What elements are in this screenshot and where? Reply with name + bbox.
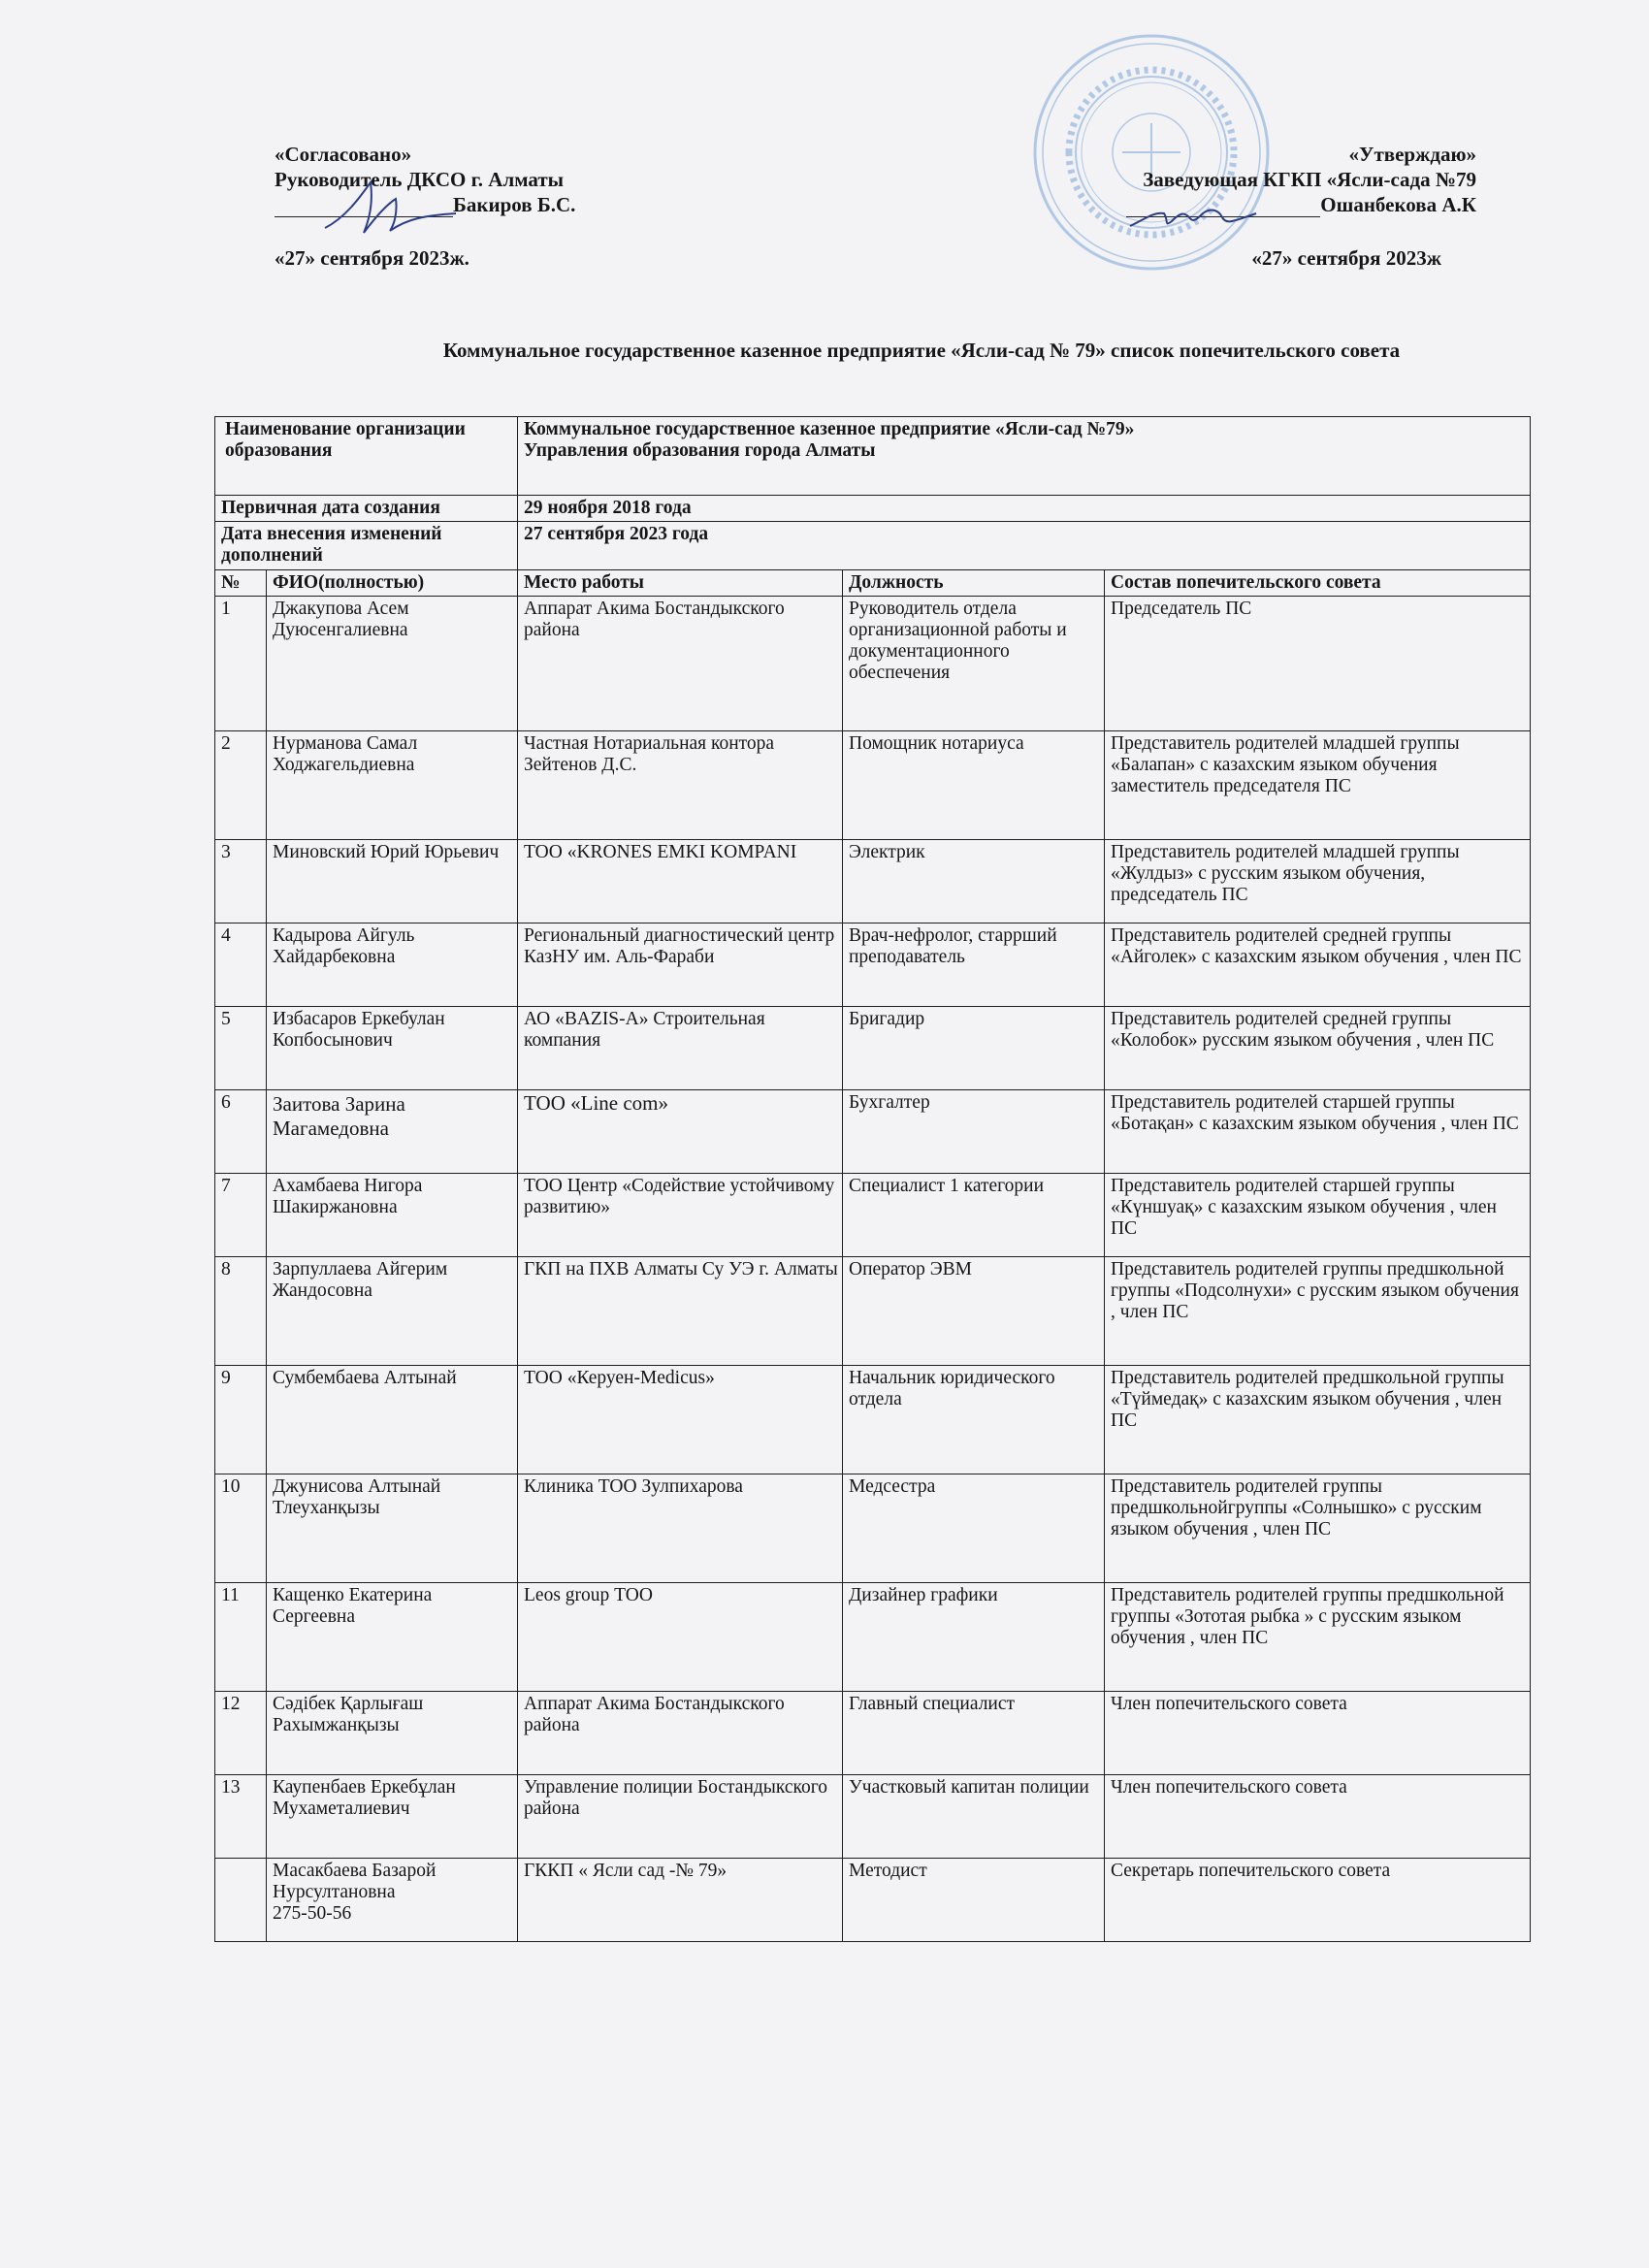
row-role: Представитель родителей старшей группы «Күншуақ» с казахским языком обучения , член ПС	[1105, 1174, 1531, 1257]
table-row	[215, 1775, 1531, 1859]
row-num: 7	[215, 1174, 267, 1257]
table-row	[215, 1007, 1531, 1090]
row-role: Представитель родителей средней группы «Айголек» с казахским языком обучения , член ПС	[1105, 923, 1531, 1007]
table-row	[215, 923, 1531, 1007]
row-num: 3	[215, 840, 267, 923]
org-name-value	[518, 417, 1531, 496]
row-work: Региональный диагностический центр КазНУ им. Аль-Фараби	[518, 923, 843, 1007]
row-position: Врач-нефролог, старрший преподаватель	[843, 923, 1105, 1007]
row-num: 8	[215, 1257, 267, 1366]
table-header	[215, 570, 1531, 597]
approval-left-name: Бакиров Б.С.	[453, 193, 576, 216]
row-work: Leos group ТОО	[518, 1583, 843, 1692]
row-role: Представитель родителей младшей группы «Жулдыз» с русским языком обучения, председатель ПС	[1105, 840, 1531, 923]
row-position: Начальник юридического отдела	[843, 1366, 1105, 1474]
row-name: Каупенбаев Еркебұлан Мухаметалиевич	[267, 1775, 518, 1859]
row-role: Представитель родителей группы предшкольной группы «Подсолнухи» с русским языком обучения , член ПС	[1105, 1257, 1531, 1366]
col-header-name: ФИО(полностью)	[267, 570, 518, 597]
row-role: Представитель родителей группы предшкольнойгруппы «Солнышко» с русским языком обучения , член ПС	[1105, 1474, 1531, 1583]
row-num	[215, 1859, 267, 1942]
row-role: Член попечительского совета	[1105, 1692, 1531, 1775]
approval-left	[275, 142, 575, 271]
col-header-position: Должность	[843, 570, 1105, 597]
row-name: Сумбембаева Алтынай	[267, 1366, 518, 1474]
table-row	[215, 1692, 1531, 1775]
row-work: ГКП на ПХВ Алматы Су УЭ г. Алматы	[518, 1257, 843, 1366]
row-position: Оператор ЭВМ	[843, 1257, 1105, 1366]
approval-left-position: Руководитель ДКСО г. Алматы	[275, 168, 565, 191]
row-num: 9	[215, 1366, 267, 1474]
approval-right-name: Ошанбекова А.К	[1320, 193, 1476, 216]
approval-right-signature-line	[1057, 192, 1476, 217]
row-work: ТОО «Line com»	[518, 1090, 843, 1174]
row-position: Специалист 1 категории	[843, 1174, 1105, 1257]
col-header-work: Место работы	[518, 570, 843, 597]
row-num: 1	[215, 597, 267, 731]
document-title: Коммунальное государственное казенное предприятие «Ясли-сад № 79» список попечительского совета	[442, 339, 1401, 362]
row-work: АО «BAZIS-A» Строительная компания	[518, 1007, 843, 1090]
row-position: Участковый капитан полиции	[843, 1775, 1105, 1859]
row-num: 11	[215, 1583, 267, 1692]
row-role: Представитель родителей средней группы «Колобок» русским языком обучения , член ПС	[1105, 1007, 1531, 1090]
row-name: Джунисова Алтынай Тлеуханқызы	[267, 1474, 518, 1583]
table-row	[215, 731, 1531, 840]
row-position: Бригадир	[843, 1007, 1105, 1090]
row-num: 2	[215, 731, 267, 840]
row-work: Управление полиции Бостандыкского района	[518, 1775, 843, 1859]
col-header-num: №	[215, 570, 267, 597]
approval-left-label: «Согласовано»	[275, 143, 412, 166]
org-created-row	[215, 496, 1531, 522]
row-phone: 275-50-56	[273, 1903, 352, 1924]
row-name: Заитова Зарина Магамедовна	[267, 1090, 518, 1174]
row-work: ТОО «KRONES EMKI KOMPANI	[518, 840, 843, 923]
table-row	[215, 597, 1531, 731]
row-num: 6	[215, 1090, 267, 1174]
row-num: 12	[215, 1692, 267, 1775]
row-name: Масакбаева Базарой Нурсултановна	[273, 1861, 436, 1902]
row-position: Медсестра	[843, 1474, 1105, 1583]
org-name-value-line1: Коммунальное государственное казенное предприятие «Ясли-сад №79»	[524, 419, 1135, 439]
row-name: Ахамбаева Нигора Шакиржановна	[267, 1174, 518, 1257]
row-name: Джакупова Асем Дуюсенгалиевна	[267, 597, 518, 731]
org-name-label: Наименование организации образования	[215, 417, 518, 496]
row-work: Аппарат Акима Бостандыкского района	[518, 1692, 843, 1775]
row-position: Бухгалтер	[843, 1090, 1105, 1174]
row-work: Частная Нотариальная контора Зейтенов Д.С.	[518, 731, 843, 840]
row-work: Клиника ТОО Зулпихарова	[518, 1474, 843, 1583]
row-name: Нурманова Самал Ходжагельдиевна	[267, 731, 518, 840]
row-num: 4	[215, 923, 267, 1007]
approval-right-label: «Утверждаю»	[1348, 143, 1476, 166]
row-name: Миновский Юрий Юрьевич	[267, 840, 518, 923]
row-role: Секретарь попечительского совета	[1105, 1859, 1531, 1942]
table-row	[215, 1859, 1531, 1942]
table-row	[215, 1366, 1531, 1474]
row-num: 10	[215, 1474, 267, 1583]
approval-right	[1057, 142, 1476, 271]
col-header-role: Состав попечительского совета	[1105, 570, 1531, 597]
org-changed-label: Дата внесения изменений дополнений	[215, 522, 518, 570]
row-role: Представитель родителей младшей группы «Балапан» с казахским языком обучения заместитель председателя ПС	[1105, 731, 1531, 840]
org-name-value-line2: Управления образования города Алматы	[524, 440, 876, 461]
row-name-cell	[267, 1859, 518, 1942]
org-changed-row	[215, 522, 1531, 570]
approval-left-signature-line	[275, 192, 575, 217]
approval-left-date: «27» сентября 2023ж.	[275, 246, 469, 270]
org-name-row	[215, 417, 1531, 496]
row-name: Кащенко Екатерина Сергеевна	[267, 1583, 518, 1692]
row-name: Кадырова Айгуль Хайдарбековна	[267, 923, 518, 1007]
row-num: 5	[215, 1007, 267, 1090]
table-row	[215, 1474, 1531, 1583]
org-changed-value: 27 сентября 2023 года	[518, 522, 1531, 570]
table-row	[215, 1583, 1531, 1692]
row-role: Председатель ПС	[1105, 597, 1531, 731]
row-position: Дизайнер графики	[843, 1583, 1105, 1692]
row-num: 13	[215, 1775, 267, 1859]
table-row	[215, 1090, 1531, 1174]
row-work: ТОО «Керуен-Medicus»	[518, 1366, 843, 1474]
table-row	[215, 1257, 1531, 1366]
approval-right-position: Заведующая КГКП «Ясли-сада №79	[1143, 168, 1476, 191]
row-position: Руководитель отдела организационной работы и документационного обеспечения	[843, 597, 1105, 731]
row-name: Избасаров Еркебулан Копбосынович	[267, 1007, 518, 1090]
row-role: Член попечительского совета	[1105, 1775, 1531, 1859]
approval-right-date: «27» сентября 2023ж	[1251, 246, 1441, 270]
table-row	[215, 840, 1531, 923]
row-position: Главный специалист	[843, 1692, 1105, 1775]
row-position: Электрик	[843, 840, 1105, 923]
row-name: Зарпуллаева Айгерим Жандосовна	[267, 1257, 518, 1366]
row-role: Представитель родителей предшкольной группы «Түймедақ» с казахским языком обучения , член ПС	[1105, 1366, 1531, 1474]
row-role: Представитель родителей старшей группы «Ботақан» с казахским языком обучения , член ПС	[1105, 1090, 1531, 1174]
org-created-label: Первичная дата создания	[215, 496, 518, 522]
row-work: ТОО Центр «Содействие устойчивому развитию»	[518, 1174, 843, 1257]
row-work: Аппарат Акима Бостандыкского района	[518, 597, 843, 731]
table-row	[215, 1174, 1531, 1257]
row-position: Методист	[843, 1859, 1105, 1942]
row-position: Помощник нотариуса	[843, 731, 1105, 840]
row-name: Сәдібек Қарлығаш Рахымжанқызы	[267, 1692, 518, 1775]
row-role: Представитель родителей группы предшкольной группы «Зототая рыбка » с русским языком обучения , член ПС	[1105, 1583, 1531, 1692]
row-work: ГККП « Ясли сад -№ 79»	[518, 1859, 843, 1942]
trustee-council-table	[214, 416, 1531, 1942]
org-created-value: 29 ноября 2018 года	[518, 496, 1531, 522]
